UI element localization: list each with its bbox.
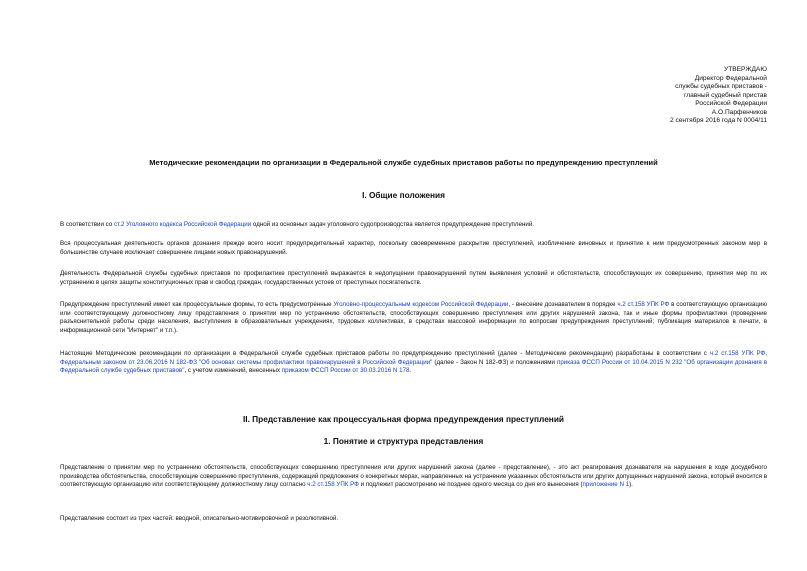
subsection-heading: 1. Понятие и структура представления: [323, 436, 484, 446]
section-heading: I. Общие положения: [362, 190, 445, 200]
approval-line: А.О.Парфенчиков: [711, 108, 767, 116]
paragraph-text: , с учетом изменений, внесенных: [184, 367, 282, 375]
section-heading: II. Представление как процессуальная форма предупреждения преступлений: [242, 414, 565, 424]
paragraph: [60, 350, 767, 376]
paragraph-text: , - внесение дознавателем в порядке: [508, 301, 618, 308]
link-upk-article[interactable]: ч.2 ст.158 УПК РФ: [709, 350, 766, 357]
paragraph: [60, 221, 767, 230]
link-upk[interactable]: Уголовно-процессуальным кодексом Российской Федерации: [333, 301, 509, 308]
paragraph: [60, 301, 767, 335]
link-upk-article[interactable]: ч.2 ст.158 УПК РФ: [307, 481, 359, 489]
document-title: Методические рекомендации по организации в Федеральной службе судебных приставов работы по предупреждению преступлений: [149, 158, 658, 167]
approval-line: службы судебных приставов -: [675, 83, 767, 90]
approval-line: 2 сентября 2016 года N 0004/11: [669, 117, 767, 124]
paragraph-text: Представление о принятии мер по устранению обстоятельств, способствующих совершению преступления или других нарушений закона (далее - представление), - это акт реагирования дознавателя на нарушения в ходе досудебного производства обстоятельства, способствующие совершению преступления, содержащий предложения о конкретных мерах, направленных на устранение указанных обстоятельств или других допущенных нарушений закона, который вносится в соответствующую организацию или соответствующему должностному лицу согласно: [60, 464, 767, 489]
approval-line: УТВЕРЖДАЮ: [724, 66, 767, 73]
link-appendix-1[interactable]: приложение N 1: [582, 481, 630, 489]
paragraph: [60, 464, 767, 490]
paragraph-text: Настоящие Методические рекомендации по организации в Федеральной службе судебных приставов работы по предупреждению преступлений (далее - Методические рекомендации) разработаны в соответствии с: [60, 350, 710, 357]
paragraph-text: Предупреждение преступлений имеет как процессуальные формы, то есть предусмотренные: [60, 301, 334, 308]
approval-line: Директор Федеральной: [694, 74, 767, 82]
paragraph-text: и подлежит рассмотрению не позднее одного месяца со дня его вынесения (: [358, 481, 583, 489]
paragraph: Представление состоит из трех частей: вводной, описательно-мотивировочной и резолютивной.: [60, 515, 339, 522]
paragraph-text: (далее - Закон N 182-ФЗ) и положениями: [432, 358, 557, 366]
paragraph-text: .: [409, 367, 412, 375]
paragraph-text: ).: [629, 481, 633, 489]
link-upk-article[interactable]: ч.2 ст.158 УПК РФ: [617, 301, 670, 308]
approval-line: главный судебный пристав: [684, 91, 767, 99]
link-fssp-order-178[interactable]: приказом ФССП России от 30.03.2016 N 178: [281, 367, 410, 375]
paragraph-text: одной из основных задач уголовного судопроизводства является предупреждение преступлений.: [251, 221, 535, 228]
link-criminal-code[interactable]: ст.2 Уголовного кодекса Российской Федерации: [113, 221, 252, 228]
paragraph-text: в соответствующую организацию или соответствующему должностному лицу представления о принятии мер по устранению обстоятельств, способствующих совершению преступления или других нарушений закона, так и иные формы профилактики (проведение разъяснительной работы среди населения, выступления в образовательных учреждениях, трудовых коллективах, в средствах массовой информации по вопросам предупреждения преступлений; публикация материалов в печати, в информационной сети "Интернет" и т.п.).: [60, 301, 767, 334]
paragraph-text: ,: [765, 350, 767, 357]
link-federal-law[interactable]: Федеральным законом от 23.06.2016 N 182-ФЗ "Об основах системы профилактики правонарушений в Российской Федерации": [60, 358, 433, 366]
approval-block: [670, 66, 767, 126]
paragraph: Деятельность Федеральной службы судебных приставов по профилактике преступлений выражается в недопущении правонарушений путем выявления условий и обстоятельств, способствующих их совершению, принятия мер по их устранению в целях защиты конституционных прав и свобод граждан, государственных устоев от преступных посягательств.: [60, 270, 767, 286]
paragraph: Вся процессуальная деятельность органов дознания прежде всего носит предупредительный характер, поскольку своевременное раскрытие преступлений, изобличение виновных и принятие к ним предусмотренных законом мер в большинстве случаев исключает совершение лицами новых правонарушений.: [60, 240, 767, 256]
link-fssp-order[interactable]: приказа ФССП России от 10.04.2015 N 232 "Об организации дознания в Федеральной службе судебных приставов": [60, 358, 768, 375]
paragraph-text: В соответствии со: [60, 221, 114, 228]
approval-line: Российской Федерации: [695, 100, 767, 107]
